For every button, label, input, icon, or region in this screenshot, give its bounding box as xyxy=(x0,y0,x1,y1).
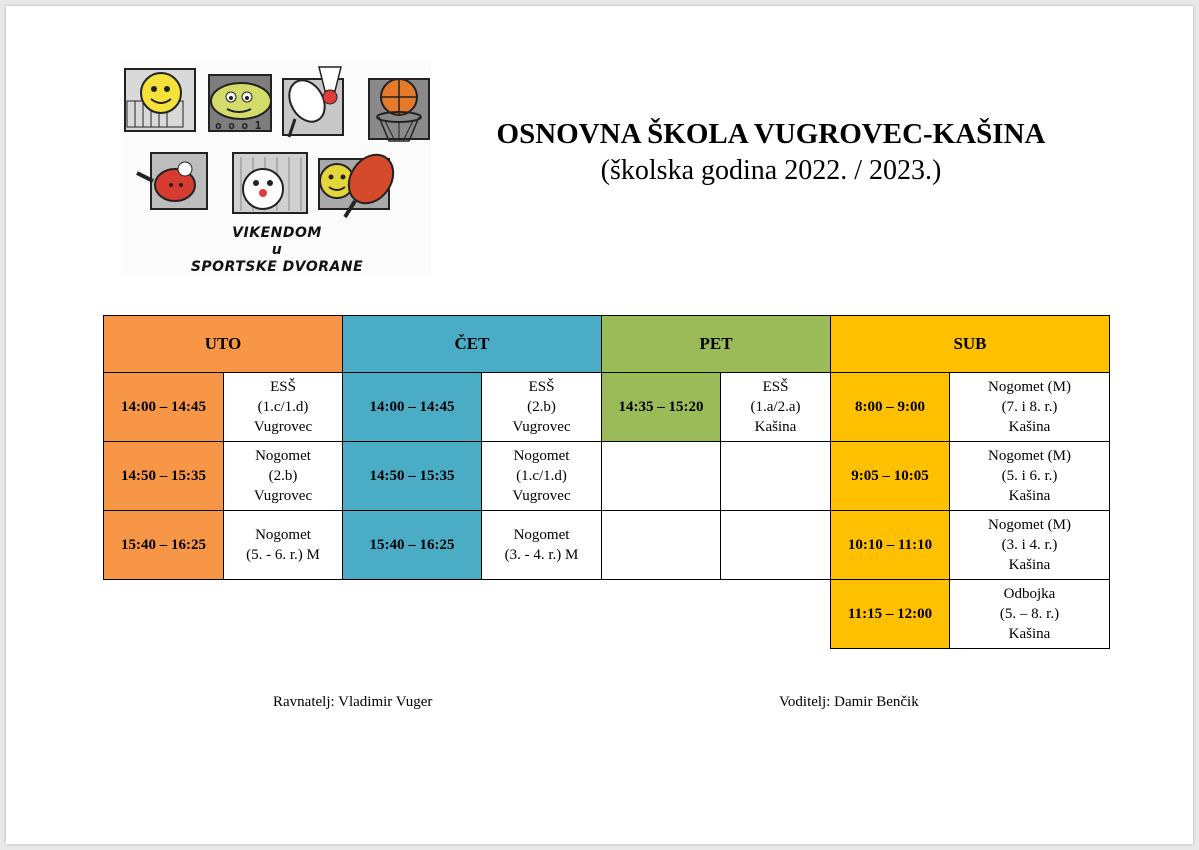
activity-line: Vugrovec xyxy=(253,488,313,504)
activity-cell xyxy=(482,442,602,511)
activity-cell xyxy=(950,442,1110,511)
leader-signature: Voditelj: Damir Benčik xyxy=(779,694,919,710)
svg-text:o o o 1: o o o 1 xyxy=(215,119,262,132)
time-cell: 9:05 – 10:05 xyxy=(831,442,950,511)
activity-line: (3. i 4. r.) xyxy=(1001,537,1058,553)
activity-cell xyxy=(950,373,1110,442)
principal-signature: Ravnatelj: Vladimir Vuger xyxy=(273,694,433,710)
time-cell: 14:50 – 15:35 xyxy=(343,442,482,511)
activity-line: (5. - 6. r.) M xyxy=(246,547,320,563)
page-title: OSNOVNA ŠKOLA VUGROVEC-KAŠINA xyxy=(496,118,1046,150)
time-cell: 10:10 – 11:10 xyxy=(831,511,950,580)
time-cell: 15:40 – 16:25 xyxy=(343,511,482,580)
activity-line: Vugrovec xyxy=(253,419,313,435)
activity-line: (2.b) xyxy=(527,399,556,415)
badminton-icon xyxy=(282,67,343,137)
activity-line: Vugrovec xyxy=(512,488,571,504)
time-cell: 14:35 – 15:20 xyxy=(602,373,721,442)
document-page xyxy=(6,6,1193,844)
header-row xyxy=(104,316,1110,373)
schedule-table xyxy=(103,315,1110,649)
activity-line: Nogomet (M) xyxy=(988,379,1071,395)
empty-space xyxy=(104,580,831,649)
empty-cell xyxy=(602,442,721,511)
activity-cell xyxy=(224,373,343,442)
activity-line: Nogomet (M) xyxy=(988,517,1071,533)
table-tennis-icon xyxy=(137,153,207,209)
activity-line: (2.b) xyxy=(268,468,298,484)
activity-line: (7. i 8. r.) xyxy=(1001,399,1058,415)
activity-line: Odbojka xyxy=(1003,586,1056,602)
activity-line: Kašina xyxy=(1008,419,1051,435)
activity-line: Kašina xyxy=(1008,557,1051,573)
basketball-icon xyxy=(369,79,429,141)
time-cell: 15:40 – 16:25 xyxy=(104,511,224,580)
activity-cell xyxy=(721,373,831,442)
empty-cell xyxy=(721,442,831,511)
activity-line: (1.c/1.d) xyxy=(257,399,309,415)
football-icon xyxy=(209,75,271,132)
activity-line: Nogomet xyxy=(255,448,311,464)
logo-caption-line1: VIKENDOM xyxy=(232,225,322,241)
activity-cell xyxy=(482,511,602,580)
activity-cell xyxy=(224,442,343,511)
activity-line: (5. – 8. r.) xyxy=(999,606,1060,622)
activity-line: (5. i 6. r.) xyxy=(1001,468,1058,484)
time-cell: 11:15 – 12:00 xyxy=(831,580,950,649)
activity-line: Nogomet xyxy=(255,527,311,543)
page-subtitle: (školska godina 2022. / 2023.) xyxy=(600,155,942,186)
activity-line: Nogomet (M) xyxy=(988,448,1071,464)
activity-line: ESŠ xyxy=(528,379,555,395)
empty-cell xyxy=(602,511,721,580)
time-cell: 14:00 – 14:45 xyxy=(343,373,482,442)
activity-cell xyxy=(482,373,602,442)
activity-line: Nogomet xyxy=(513,448,570,464)
day-header-sub: SUB xyxy=(831,316,1110,373)
table-row xyxy=(104,442,1110,511)
time-cell: 14:00 – 14:45 xyxy=(104,373,224,442)
time-cell: 8:00 – 9:00 xyxy=(831,373,950,442)
table-row xyxy=(104,511,1110,580)
activity-line: ESŠ xyxy=(762,379,789,395)
activity-line: ESŠ xyxy=(270,379,296,395)
tennis-icon xyxy=(319,146,402,217)
empty-cell xyxy=(721,511,831,580)
activity-line: (1.c/1.d) xyxy=(516,468,567,484)
activity-cell xyxy=(950,511,1110,580)
activity-line: Vugrovec xyxy=(512,419,571,435)
activity-cell xyxy=(224,511,343,580)
activity-line: Nogomet xyxy=(513,527,570,543)
time-cell: 14:50 – 15:35 xyxy=(104,442,224,511)
sports-logo xyxy=(123,61,431,275)
football-goal-icon xyxy=(233,153,307,213)
activity-line: Kašina xyxy=(1008,488,1051,504)
activity-line: Kašina xyxy=(754,419,797,435)
activity-cell xyxy=(950,580,1110,649)
table-row xyxy=(104,580,1110,649)
logo-caption-line2: u xyxy=(271,242,283,258)
day-header-cet: ČET xyxy=(343,316,602,373)
logo-caption-line3: SPORTSKE DVORANE xyxy=(190,259,364,275)
day-header-uto: UTO xyxy=(104,316,343,373)
activity-line: Kašina xyxy=(1008,626,1051,642)
day-header-pet: PET xyxy=(602,316,831,373)
activity-line: (1.a/2.a) xyxy=(750,399,801,415)
activity-line: (3. - 4. r.) M xyxy=(504,547,579,563)
table-row xyxy=(104,373,1110,442)
volleyball-icon xyxy=(125,69,195,131)
